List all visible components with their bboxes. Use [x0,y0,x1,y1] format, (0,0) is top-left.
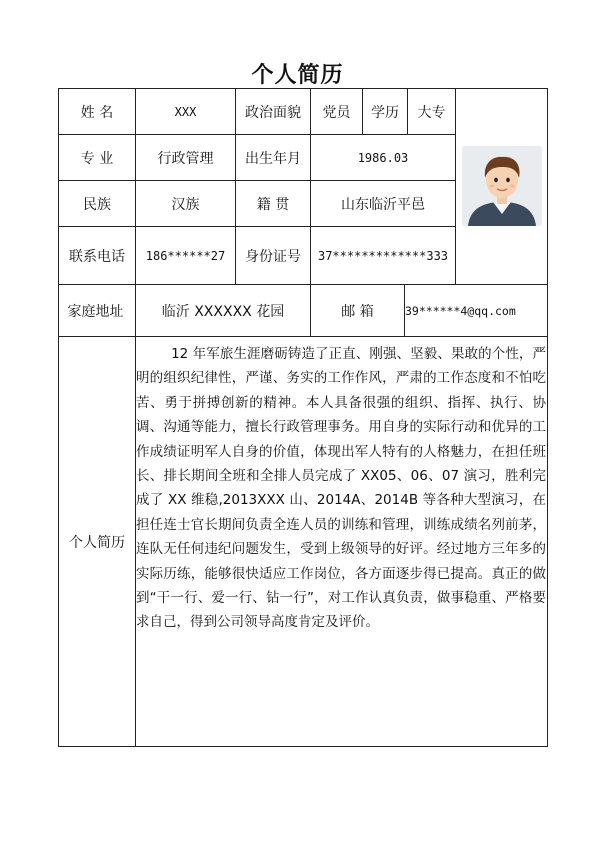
value-major: 行政管理 [157,150,214,167]
value-name: XXX [174,104,197,119]
label-major: 专 业 [80,150,114,167]
label-address: 家庭地址 [67,303,124,320]
value-id-number: 37*************333 [317,248,449,263]
value-phone: 186******27 [145,248,226,263]
label-birth: 出生年月 [245,150,301,167]
resume-text: 12 年军旅生涯磨砺铸造了正直、刚强、坚毅、果敢的个性，严明的组织纪律性，严谨、务实的工作作风，严肃的工作态度和不怕吃苦、勇于拼搏创新的精神。本人具备很强的组织、指挥、执行、协调、沟通等能力，擅长行政管理事务。用自身的实际行动和优异的工作成绩证明军人自身的价值，体现出军人特有的人格魅力，在担任班长、排长期间全班和全排人员完成了 XX05、06、07 演习，胜利完成了 XX 维稳,2013XXX 山、2014A、2014B 等各种大型演习，在担任连士官长期间负责全连人员的训练和管理，训练成绩名列前茅，连队无任何违纪问题发生，受到上级领导的好评。经过地方三年多的实际历练，能够很快适应工作岗位，各方面逐步得已提高。真正的做到“干一行、爱一行、钻一行”，对工作认真负责，做事稳重、严格要求自己，得到公司领导高度肯定及评价。 [136,346,546,631]
avatar-photo-icon [462,146,542,226]
value-address: 临沂 XXXXXX 花园 [161,303,285,320]
page-title: 个人简历 [251,63,344,88]
label-ethnicity: 民族 [83,196,111,213]
label-resume: 个人简历 [69,534,125,551]
value-education: 大专 [417,104,446,121]
label-education: 学历 [371,104,399,121]
value-politics: 党员 [322,104,351,121]
value-ethnicity: 汉族 [171,196,200,213]
label-id-number: 身份证号 [245,248,301,265]
label-email: 邮 箱 [341,303,374,320]
value-hometown: 山东临沂平邑 [341,196,425,213]
label-name: 姓 名 [80,104,114,121]
label-phone: 联系电话 [69,248,125,265]
value-email: 39******4@qq.com [405,303,516,318]
label-hometown: 籍 贯 [256,196,290,213]
value-birth: 1986.03 [357,150,409,165]
label-politics: 政治面貌 [245,104,301,121]
